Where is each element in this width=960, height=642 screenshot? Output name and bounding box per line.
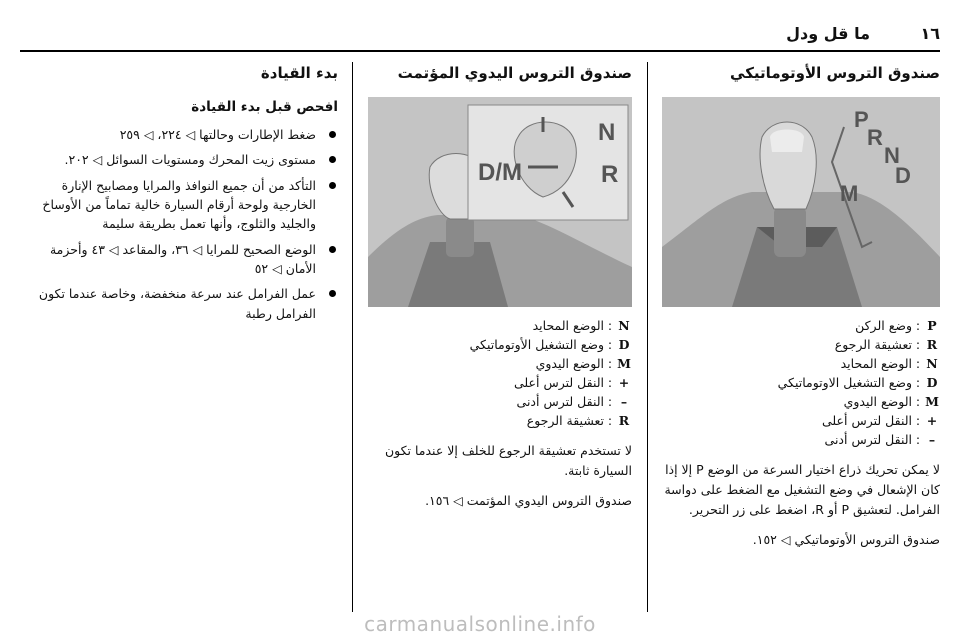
legend-desc: النقل لترس أعلى xyxy=(513,374,604,390)
photo-label-r: R xyxy=(867,124,883,150)
watermark: carmanualsonline.info xyxy=(364,612,596,636)
legend-key: M xyxy=(925,393,939,409)
legend-list xyxy=(662,317,940,450)
legend-list xyxy=(368,317,632,431)
legend-key: D xyxy=(926,374,938,390)
legend-desc: الوضع اليدوي xyxy=(843,393,912,409)
bullet-icon xyxy=(329,131,336,138)
legend-row: R : تعشيقة الرجوع xyxy=(368,412,632,431)
cross-reference: صندوق التروس الأوتوماتيكي ◁ ١٥٢. xyxy=(752,531,940,547)
legend-row: – : النقل لترس أدنى xyxy=(662,431,940,450)
legend-key: + xyxy=(618,374,630,390)
legend-row: P : وضع الركن xyxy=(662,317,940,336)
bullet-icon xyxy=(329,246,336,253)
photo-label-r: R xyxy=(601,160,619,188)
legend-desc: الوضع اليدوي xyxy=(535,355,604,371)
section-title: صندوق التروس اليدوي المؤتمت xyxy=(397,64,632,82)
legend-desc: الوضع المحايد xyxy=(532,317,604,333)
legend-desc: النقل لترس أدنى xyxy=(824,431,912,447)
page-title: ما قل ودل xyxy=(786,24,870,43)
list-item xyxy=(20,125,338,144)
page-header xyxy=(20,24,940,46)
legend-key: M xyxy=(617,355,631,371)
automatic-gear-lever-photo xyxy=(662,97,940,307)
list-item xyxy=(20,284,338,323)
legend-row: M : الوضع اليدوي xyxy=(368,355,632,374)
column-start-driving xyxy=(20,62,338,329)
list-item xyxy=(20,176,338,234)
list-item-text: التأكد من أن جميع النوافذ والمرايا ومصابيح الإنارة الخارجية ولوحة أرقام السيارة خالية تماماً من الأوساخ والجليد والثلوج، وأنها تعمل بطريقة سليمة xyxy=(42,177,316,232)
column-automatic-transmission xyxy=(662,62,940,550)
legend-desc: وضع التشغيل الاوتوماتيكي xyxy=(777,374,912,390)
section-subtitle: افحص قبل بدء القيادة xyxy=(191,98,338,115)
legend-desc: تعشيقة الرجوع xyxy=(834,336,912,352)
bullet-icon xyxy=(329,182,336,189)
legend-row: D : وضع التشغيل الأوتوماتيكي xyxy=(368,336,632,355)
header-rule xyxy=(20,50,940,52)
legend-desc: النقل لترس أدنى xyxy=(516,393,604,409)
column-divider-right xyxy=(647,62,648,612)
legend-desc: وضع التشغيل الأوتوماتيكي xyxy=(469,336,604,352)
list-item-text: الوضع الصحيح للمرايا ◁ ٣٦، والمقاعد ◁ ٤٣ وأحزمة الأمان ◁ ٥٢ xyxy=(49,241,316,276)
legend-row: N : الوضع المحايد xyxy=(662,355,940,374)
legend-row: M : الوضع اليدوي xyxy=(662,393,940,412)
photo-label-d: D xyxy=(895,162,911,188)
legend-desc: النقل لترس أعلى xyxy=(821,412,912,428)
legend-row: D : وضع التشغيل الاوتوماتيكي xyxy=(662,374,940,393)
photo-label-n: N xyxy=(884,142,900,168)
legend-key: – xyxy=(620,393,628,409)
legend-row: N : الوضع المحايد xyxy=(368,317,632,336)
photo-label-m: M xyxy=(840,180,859,206)
legend-desc: الوضع المحايد xyxy=(840,355,912,371)
photo-label-n: N xyxy=(598,118,616,146)
cross-reference: صندوق التروس اليدوي المؤتمت ◁ ١٥٦. xyxy=(425,492,632,508)
legend-desc: وضع الركن xyxy=(855,317,912,333)
manual-gear-lever-photo xyxy=(368,97,632,307)
legend-row: – : النقل لترس أدنى xyxy=(368,393,632,412)
manual-lever-illustration xyxy=(368,97,632,307)
list-item-text: مستوى زيت المحرك ومستويات السوائل ◁ ٢٠٢. xyxy=(64,152,316,168)
list-item xyxy=(20,150,338,169)
photo-label-dm: D/M xyxy=(478,158,522,186)
legend-row: + : النقل لترس أعلى xyxy=(368,374,632,393)
checklist xyxy=(20,125,338,323)
photo-label-p: P xyxy=(854,106,869,132)
legend-key: P xyxy=(927,317,937,333)
list-item xyxy=(20,240,338,279)
list-item-text: عمل الفرامل عند سرعة منخفضة، وخاصة عندما تكون الفرامل رطبة xyxy=(38,286,316,321)
legend-row: R : تعشيقة الرجوع xyxy=(662,336,940,355)
body-paragraph: لا تستخدم تعشيقة الرجوع للخلف إلا عندما تكون السيارة ثابتة. xyxy=(384,442,632,478)
legend-key: R xyxy=(926,336,938,352)
list-item-text: ضغط الإطارات وحالتها ◁ ٢٢٤، ◁ ٢٥٩ xyxy=(119,126,316,142)
section-title: صندوق التروس الأوتوماتيكي xyxy=(730,64,940,82)
legend-row: + : النقل لترس أعلى xyxy=(662,412,940,431)
legend-key: N xyxy=(618,317,630,333)
legend-key: – xyxy=(928,431,936,447)
legend-key: D xyxy=(618,336,630,352)
column-divider-left xyxy=(352,62,353,612)
legend-desc: تعشيقة الرجوع xyxy=(526,412,604,428)
column-automated-manual-transmission xyxy=(368,62,632,511)
legend-key: + xyxy=(926,412,938,428)
bullet-icon xyxy=(329,156,336,163)
automatic-lever-illustration xyxy=(662,97,940,307)
bullet-icon xyxy=(329,290,336,297)
page-number: ١٦ xyxy=(920,24,940,43)
legend-key: R xyxy=(618,412,630,428)
section-title: بدء القيادة xyxy=(260,64,338,82)
legend-key: N xyxy=(926,355,938,371)
body-paragraph: لا يمكن تحريك ذراع اختيار السرعة من الوضع P إلا إذا كان الإشعال في وضع التشغيل مع الضغط على دواسة الفرامل. لتعشيق P أو R، اضغط على زر التحرير. xyxy=(664,461,940,517)
